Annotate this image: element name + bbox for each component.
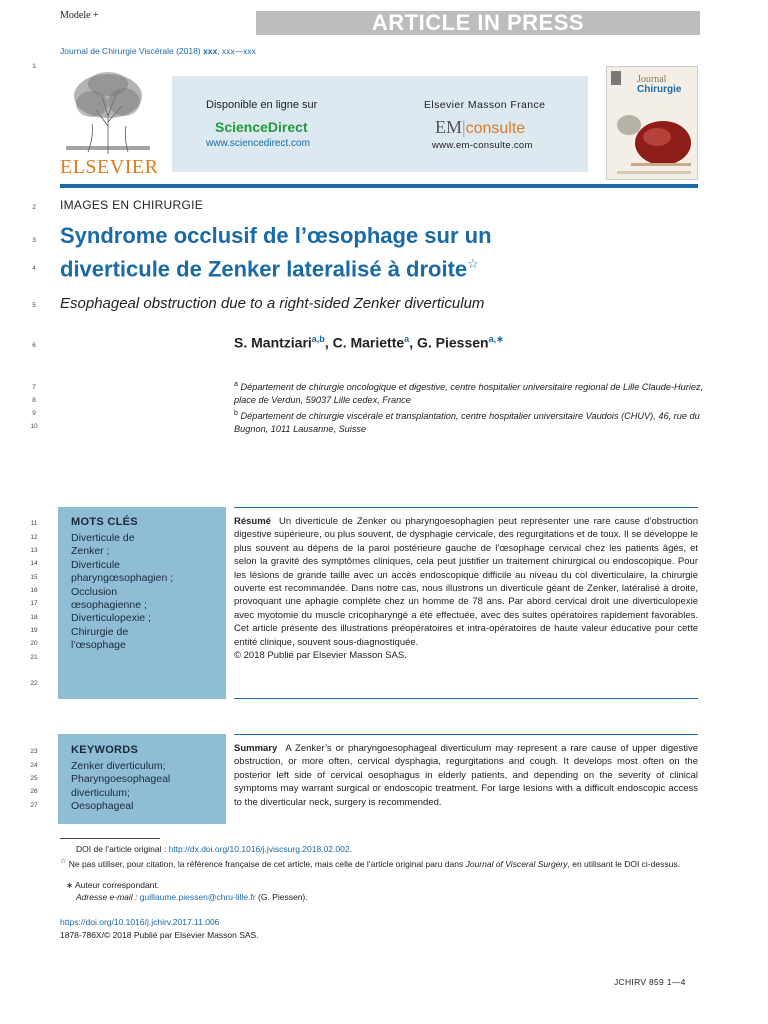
line-number: 27 bbox=[30, 802, 38, 809]
line-number: 22 bbox=[30, 680, 38, 687]
line-number: 17 bbox=[30, 600, 38, 607]
keyword-item: Chirurgie de bbox=[71, 625, 129, 638]
author-name: S. Mantziari bbox=[234, 334, 312, 351]
line-number: 12 bbox=[30, 534, 38, 541]
article-subtitle: Esophageal obstruction due to a right-sided Zenker diverticulum bbox=[60, 295, 485, 312]
keyword-item: Pharyngoesophageal bbox=[71, 773, 171, 786]
line-number: 14 bbox=[30, 560, 38, 567]
line-number: 16 bbox=[30, 587, 38, 594]
keyword-item: Zenker diverticulum; bbox=[71, 760, 166, 772]
summary-top-rule bbox=[234, 734, 698, 735]
keyword-item: Zenker ; bbox=[71, 545, 110, 558]
keywords-en-box bbox=[58, 734, 226, 824]
line-number: 11 bbox=[30, 520, 38, 527]
footnote-original-doi: DOI de l’article original : http://dx.doi.org/10.1016/j.jviscsurg.2018.02.002. bbox=[76, 844, 352, 854]
available-online-label: Disponible en ligne sur bbox=[206, 99, 318, 111]
author-affiliation-sup[interactable]: a,∗ bbox=[488, 334, 504, 344]
line-number: 19 bbox=[30, 627, 38, 634]
author-name: C. Mariette bbox=[332, 334, 405, 351]
line-number: 26 bbox=[30, 788, 38, 795]
article-in-press-banner: ARTICLE IN PRESS bbox=[256, 11, 700, 35]
keywords-fr-box bbox=[58, 507, 226, 699]
footnote-email: Adresse e-mail : guillaume.piessen@chru-lille.fr (G. Piessen). bbox=[76, 892, 308, 902]
line-number: 6 bbox=[32, 342, 36, 349]
keyword-item: pharyngœsophagien ; bbox=[71, 572, 174, 585]
email-link[interactable]: guillaume.piessen@chru-lille.fr bbox=[139, 892, 256, 902]
line-number: 5 bbox=[32, 302, 36, 309]
line-number: 18 bbox=[30, 614, 38, 621]
original-doi-link[interactable]: http://dx.doi.org/10.1016/j.jviscsurg.2018.02.002 bbox=[168, 844, 350, 854]
keywords-fr-heading: MOTS CLÉS bbox=[71, 516, 138, 528]
footnote-rule bbox=[60, 838, 160, 839]
line-number: 23 bbox=[30, 748, 38, 755]
template-label: Modele + bbox=[60, 10, 99, 21]
title-footnote-star[interactable]: ☆ bbox=[467, 256, 479, 271]
affiliations bbox=[234, 378, 704, 436]
resume-label: Résumé bbox=[234, 516, 271, 527]
section-label: IMAGES EN CHIRURGIE bbox=[60, 198, 204, 212]
header-rule bbox=[60, 184, 698, 188]
keyword-item: Diverticule bbox=[71, 558, 121, 571]
sciencedirect-link[interactable]: www.sciencedirect.com bbox=[206, 138, 310, 149]
line-number: 8 bbox=[32, 397, 36, 404]
elsevier-wordmark: ELSEVIER bbox=[60, 156, 159, 178]
page-reference: JCHIRV 859 1—4 bbox=[614, 977, 686, 987]
line-number: 13 bbox=[30, 547, 38, 554]
footnote-corresponding: ∗ Auteur correspondant. bbox=[66, 880, 160, 890]
line-number: 20 bbox=[30, 640, 38, 647]
em-consulte-link[interactable]: www.em-consulte.com bbox=[432, 140, 533, 151]
journal-cover-image bbox=[606, 66, 698, 180]
keywords-en-heading: KEYWORDS bbox=[71, 744, 139, 756]
sciencedirect-logo[interactable]: ScienceDirect bbox=[215, 119, 308, 135]
issn-copyright: 1878-786X/© 2018 Publié par Elsevier Masson SAS. bbox=[60, 930, 259, 940]
keyword-item: Diverticule de bbox=[71, 532, 135, 544]
resume-bottom-rule bbox=[234, 698, 698, 699]
em-publisher-label: Elsevier Masson France bbox=[424, 99, 546, 111]
keywords-en-list bbox=[71, 760, 170, 814]
line-number: 4 bbox=[32, 265, 36, 272]
cover-title: Journal Chirurgie bbox=[637, 74, 682, 95]
resume-paragraph: Résumé Un diverticule de Zenker ou pharyngoesophagien peut représenter une rare cause d’obstruction digestive supérieure, ou plus souvent, de dysphagie cervicale, des regurgitations et de toux. Il se développe le plus souvent au dépens de la paroi postérieure gauche de l’œsophage cervical chez les patients âgés, et selon la gravité des symptômes cliniques, cela peut justifier un traitement chirurgical ou endoscopique. Pour les lésions de grande taille avec un accès endoscopique difficile au niveau du col diverticulaire, la chirurgie ouverte est recommandée. Dans notre cas, nous illustrons un diverticule géant de Zenker, latéralisé à droite, provoquant une aphagie complète chez un homme de 78 ans. Par abord cervical droit une diverticulopexie avec myotomie du muscle cricopharyngé a été effectuée, avec des suites opératoires rapidement favorables. Cet article présente des illustrations préopératoires et intra-opératoires de haute valeur éducative pour cette entité clinique, souvent sous-diagnostiquée. © 2018 Publié par Elsevier Masson SAS. bbox=[234, 516, 698, 662]
keyword-item: Diverticulopexie ; bbox=[71, 612, 151, 625]
line-number: 21 bbox=[30, 654, 38, 661]
line-number: 25 bbox=[30, 775, 38, 782]
resume-top-rule bbox=[234, 507, 698, 508]
line-number: 3 bbox=[32, 237, 36, 244]
author-affiliation-sup[interactable]: a,b bbox=[311, 334, 325, 344]
line-number: 24 bbox=[30, 762, 38, 769]
keyword-item: Oesophageal bbox=[71, 800, 134, 813]
footnote-star: ☆ Ne pas utiliser, pour citation, la référence française de cet article, mais celle de l’article original paru dans Journal of Visceral Surgery, en utilisant le DOI ci-dessus. bbox=[60, 857, 680, 869]
em-consulte-logo[interactable]: EM|consulte bbox=[435, 117, 526, 137]
keyword-item: œsophagienne ; bbox=[71, 599, 147, 612]
author-name: G. Piessen bbox=[416, 334, 489, 351]
journal-citation[interactable]: Journal de Chirurgie Viscérale (2018) xxx, xxx—xxx bbox=[60, 46, 256, 56]
summary-paragraph: Summary A Zenker’s or pharyngoesophageal diverticulum may represent a rare cause of upper digestive obstruction, or more often, cervical dysphagia, regurgitations and cough. It develops most often on the posterior left side of cervical oesophagus in elderly patients, and depending on the severity of clinical symptoms may warrant surgical or endoscopic treatment. For large lesions with a difficult endoscopic access to the diverticular neck, surgery is recommended. bbox=[234, 743, 698, 808]
line-number: 1 bbox=[32, 63, 36, 70]
summary-label: Summary bbox=[234, 743, 278, 754]
article-doi-link[interactable]: https://doi.org/10.1016/j.jchirv.2017.11.006 bbox=[60, 917, 220, 927]
line-number: 9 bbox=[32, 410, 36, 417]
keyword-item: Occlusion bbox=[71, 585, 118, 598]
keyword-item: diverticulum; bbox=[71, 786, 130, 799]
resume-copyright: © 2018 Publié par Elsevier Masson SAS. bbox=[234, 650, 407, 662]
line-number: 2 bbox=[32, 204, 36, 211]
keyword-item: l’œsophage bbox=[71, 639, 126, 652]
author-affiliation-sup[interactable]: a bbox=[404, 334, 410, 344]
affiliation-b: $^b$ Département de chirurgie viscérale et transplantation, centre hospitalier universitaire Vaudois (CHUV), 46, rue du Bugnon, 1011 Lausanne, Suisse bbox=[234, 410, 700, 435]
author-list: S. Mantziari$^{a,b}$, C. Mariette$^a$, G. Piessen$^{a,∗}$ bbox=[234, 334, 504, 351]
line-number: 15 bbox=[30, 574, 38, 581]
line-number: 7 bbox=[32, 384, 36, 391]
article-title: Syndrome occlusif de l’œsophage sur un diverticule de Zenker lateralisé à droite☆ bbox=[60, 223, 492, 282]
line-number: 10 bbox=[30, 423, 38, 430]
affiliation-a: $^a$ Département de chirurgie oncologique et digestive, centre hospitalier universitaire regional de Lille Claude-Huriez, place de Verdun, 59037 Lille cedex, France bbox=[234, 381, 704, 406]
keywords-fr-list bbox=[71, 532, 173, 653]
